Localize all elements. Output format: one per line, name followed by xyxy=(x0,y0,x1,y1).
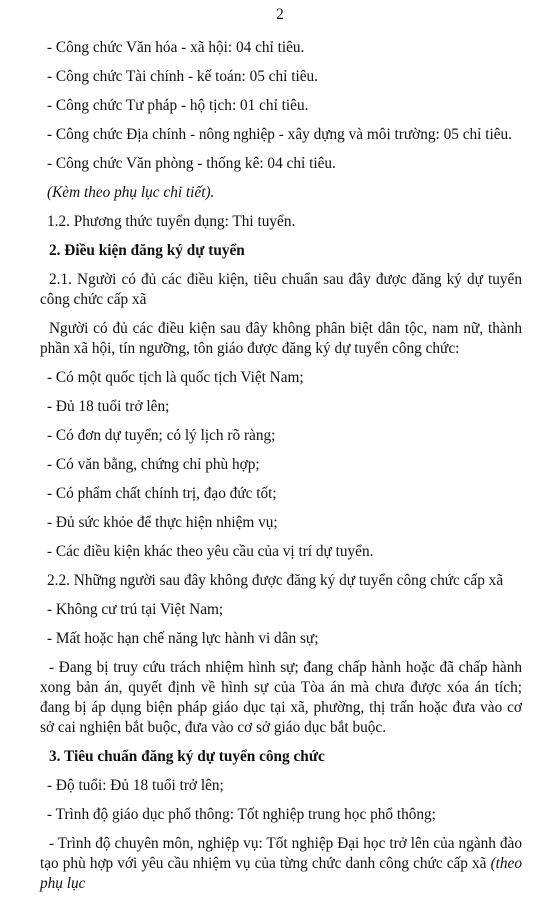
condition-age: - Đủ 18 tuổi trở lên; xyxy=(47,398,170,415)
qualification-text: - Trình độ chuyên môn, nghiệp vụ: Tốt nghiệp Đại học trở lên của ngành đào tạo phù hợp với yêu cầu nhiệm vụ của từng chức danh công chức cấp xã xyxy=(40,835,522,872)
appendix-reference: (theo phụ lục xyxy=(40,855,522,892)
appendix-note: (Kèm theo phụ lục chi tiết). xyxy=(47,184,215,201)
section-heading-conditions: 2. Điều kiện đăng ký dự tuyển xyxy=(49,242,245,259)
standard-age: - Độ tuổi: Đủ 18 tuổi trở lên; xyxy=(47,777,224,794)
quota-office-statistics: - Công chức Văn phòng - thống kê: 04 chỉ tiêu. xyxy=(47,155,336,172)
recruitment-method: 1.2. Phương thức tuyển dụng: Thi tuyển. xyxy=(47,213,296,230)
quota-land-agriculture: - Công chức Địa chính - nông nghiệp - xây dựng và môi trường: 05 chỉ tiêu. xyxy=(47,126,513,143)
quota-finance-accounting: - Công chức Tài chính - kế toán: 05 chỉ tiêu. xyxy=(47,68,318,85)
section-heading-standards: 3. Tiêu chuẩn đăng ký dự tuyển công chức xyxy=(49,748,325,765)
condition-other: - Các điều kiện khác theo yêu cầu của vị trí dự tuyển. xyxy=(47,543,374,560)
quota-culture-social: - Công chức Văn hóa - xã hội: 04 chỉ tiêu. xyxy=(47,39,305,56)
condition-nationality: - Có một quốc tịch là quốc tịch Việt Nam; xyxy=(47,369,304,386)
subsection-2-2: 2.2. Những người sau đây không được đăng ký dự tuyển công chức cấp xã xyxy=(47,572,504,589)
page-number: 2 xyxy=(276,6,284,23)
standard-qualification xyxy=(40,834,522,894)
exclusion-capacity: - Mất hoặc hạn chế năng lực hành vi dân sự; xyxy=(47,630,319,647)
condition-diploma: - Có văn bằng, chứng chỉ phù hợp; xyxy=(47,456,260,473)
quota-justice-civil-status: - Công chức Tư pháp - hộ tịch: 01 chỉ tiêu. xyxy=(47,97,309,114)
document-body xyxy=(40,38,522,903)
exclusion-criminal: - Đang bị truy cứu trách nhiệm hình sự; đang chấp hành hoặc đã chấp hành xong bản án, quyết định về hình sự của Tòa án mà chưa được xóa án tích; đang bị áp dụng biện pháp giáo dục tại xã, phường, thị trấn hoặc đưa vào cơ sở cai nghiện bắt buộc, đưa vào cơ sở giáo dục bắt buộc. xyxy=(40,659,522,736)
condition-application: - Có đơn dự tuyển; có lý lịch rõ ràng; xyxy=(47,427,276,444)
eligibility-intro: Người có đủ các điều kiện sau đây không phân biệt dân tộc, nam nữ, thành phần xã hội, tín ngưỡng, tôn giáo được đăng ký dự tuyển công chức: xyxy=(40,320,522,357)
subsection-2-1: 2.1. Người có đủ các điều kiện, tiêu chuẩn sau đây được đăng ký dự tuyển công chức cấp xã xyxy=(40,271,522,308)
condition-ethics: - Có phẩm chất chính trị, đạo đức tốt; xyxy=(47,485,277,502)
condition-health: - Đủ sức khỏe để thực hiện nhiệm vụ; xyxy=(47,514,278,531)
standard-education: - Trình độ giáo dục phổ thông: Tốt nghiệp trung học phổ thông; xyxy=(47,806,436,823)
exclusion-residence: - Không cư trú tại Việt Nam; xyxy=(47,601,224,618)
